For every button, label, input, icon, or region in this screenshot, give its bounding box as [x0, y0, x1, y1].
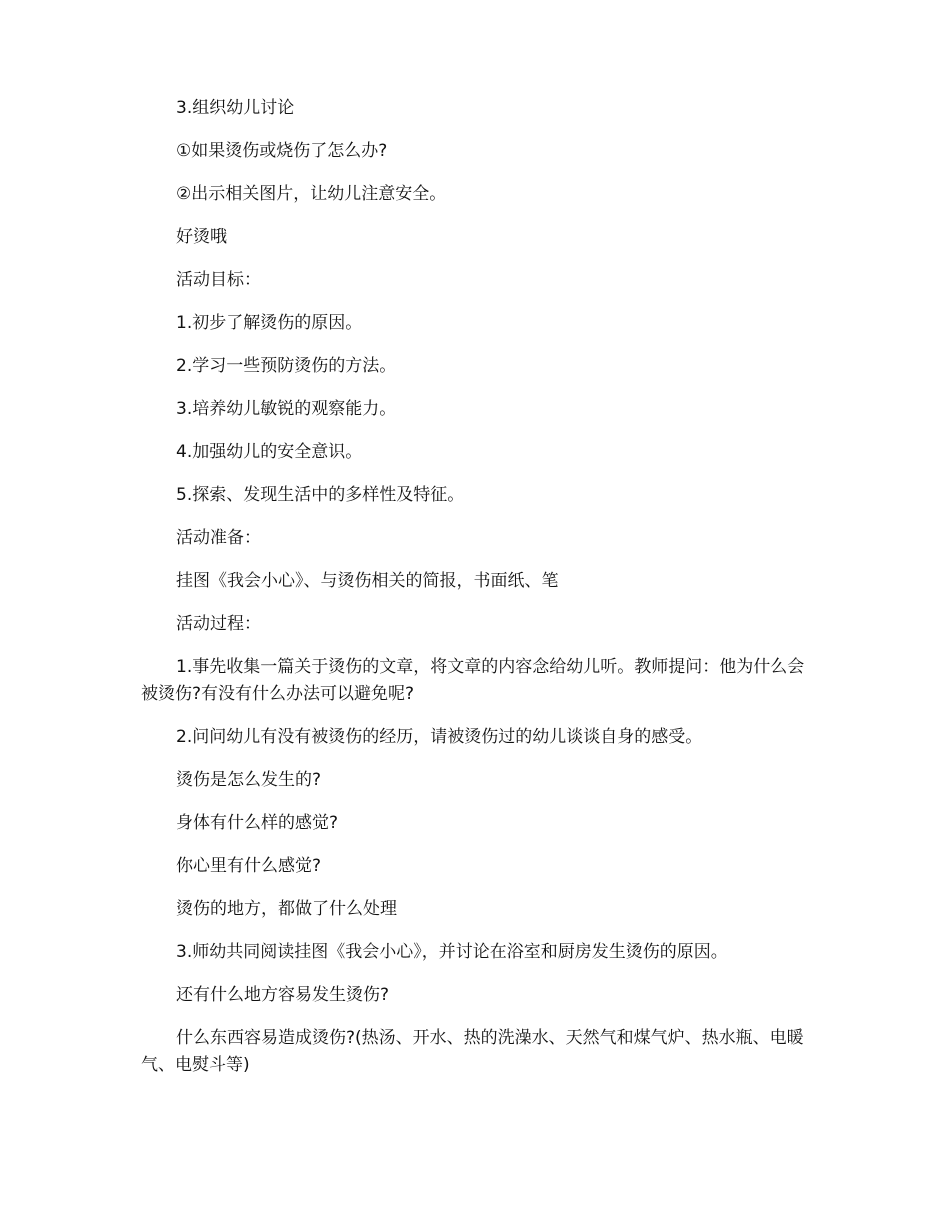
paragraph-show-pictures: ②出示相关图片，让幼儿注意安全。	[176, 184, 447, 204]
paragraph-question-treatment: 烫伤的地方，都做了什么处理	[176, 899, 397, 919]
paragraph-goal-1: 1.初步了解烫伤的原因。	[176, 313, 363, 333]
paragraph-process-heading: 活动过程：	[176, 614, 261, 634]
document-body	[141, 95, 811, 1095]
paragraph-question-how: 烫伤是怎么发生的?	[176, 770, 322, 790]
paragraph-preparation-heading: 活动准备：	[176, 528, 261, 548]
paragraph-goal-2: 2.学习一些预防烫伤的方法。	[176, 356, 397, 376]
paragraph-goal-5: 5.探索、发现生活中的多样性及特征。	[176, 485, 465, 505]
paragraph-question-burn: ①如果烫伤或烧伤了怎么办?	[176, 141, 388, 161]
paragraph-preparation-materials: 挂图《我会小心》、与烫伤相关的简报，书面纸、笔	[176, 571, 559, 591]
paragraph-question-things: 什么东西容易造成烫伤?(热汤、开水、热的洗澡水、天然气和煤气炉、热水瓶、电暖气、电熨斗等)	[141, 1028, 804, 1075]
paragraph-discussion-step: 3.组织幼儿讨论	[176, 98, 295, 118]
paragraph-goal-4: 4.加强幼儿的安全意识。	[176, 442, 363, 462]
paragraph-question-places: 还有什么地方容易发生烫伤?	[176, 985, 390, 1005]
paragraph-goals-heading: 活动目标：	[176, 270, 261, 290]
paragraph-lesson-title: 好烫哦	[176, 227, 227, 247]
paragraph-question-heart: 你心里有什么感觉?	[176, 856, 322, 876]
paragraph-goal-3: 3.培养幼儿敏锐的观察能力。	[176, 399, 397, 419]
paragraph-process-step-3: 3.师幼共同阅读挂图《我会小心》，并讨论在浴室和厨房发生烫伤的原因。	[176, 942, 728, 962]
paragraph-process-step-1: 1.事先收集一篇关于烫伤的文章，将文章的内容念给幼儿听。教师提问：他为什么会被烫伤?有没有什么办法可以避免呢?	[141, 657, 805, 704]
paragraph-process-step-2: 2.问问幼儿有没有被烫伤的经历，请被烫伤过的幼儿谈谈自身的感受。	[176, 727, 703, 747]
paragraph-question-body: 身体有什么样的感觉?	[176, 813, 339, 833]
